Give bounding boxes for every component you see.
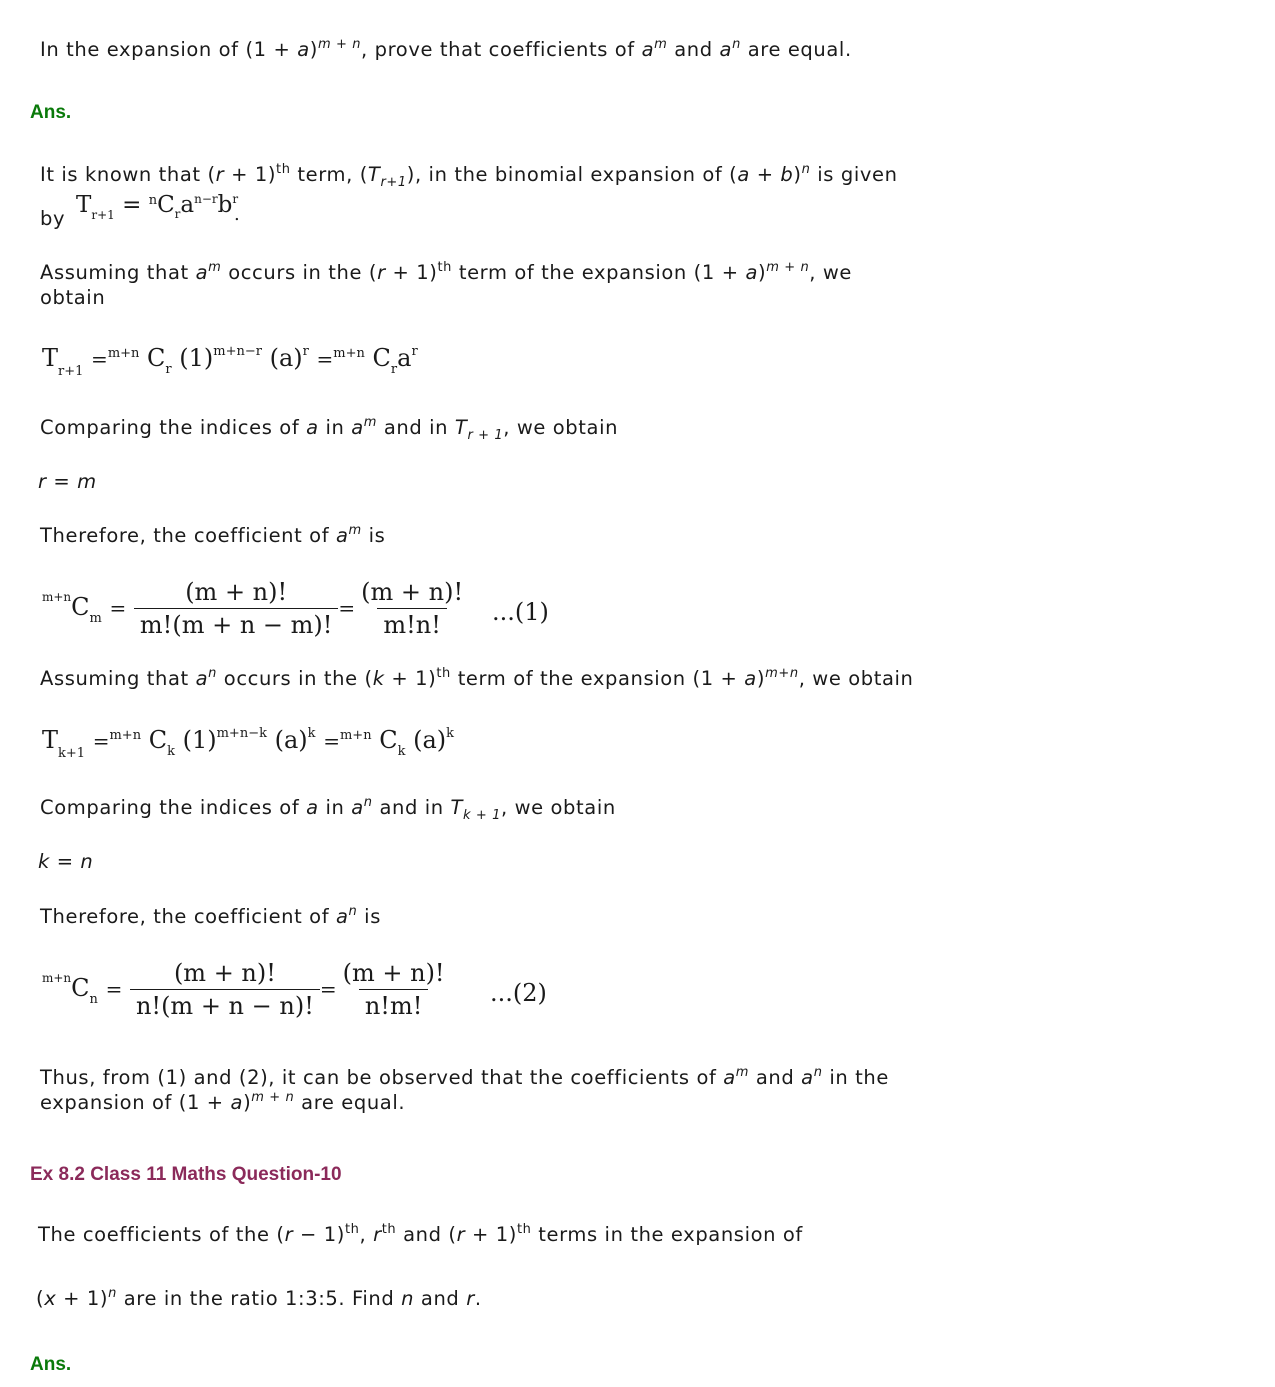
by-text: by xyxy=(40,207,66,230)
question-10-heading: Ex 8.2 Class 11 Maths Question-10 xyxy=(30,1164,342,1185)
obtain-text: obtain xyxy=(40,286,106,309)
coefficient-n-text: Therefore, the coefficient of $a^n$ is xyxy=(40,904,381,928)
tr1-equation: $T_{r+1} =^{m+n}$ $C_r$ $(1)^{m+n-r}$ $(a)^r =^{m+n}$ $C_ra^r$ xyxy=(42,344,418,379)
formula-period: . xyxy=(234,204,240,225)
conclusion-line-2: expansion of $(1 + a)^{m + n}$ are equal. xyxy=(40,1090,406,1114)
fraction-1a: $\frac{(m + n)!}{m!(m + n - m)!}$ xyxy=(134,578,338,639)
equation-tag-1: ...(1) xyxy=(492,598,549,626)
answer-label: Ans. xyxy=(30,102,72,123)
equation-tag-2: ...(2) xyxy=(490,979,547,1007)
compare-n-text: Comparing the indices of a in $a^n$ and in $T_{k + 1}$, we obtain xyxy=(40,795,616,823)
assume-an-text: Assuming that $a^n$ occurs in the $(k + 1)^{th}$ term of the expansion $(1 + a)^{m+n}$, we obtain xyxy=(40,666,914,690)
equation-1: $^{m+n}C_m$ = $\frac{(m + n)!}{m!(m + n - m)!}$ = $\frac{(m + n)!}{m!n!}$ xyxy=(42,578,469,639)
fraction-2b: $\frac{(m + n)!}{n!m!}$ xyxy=(342,959,445,1020)
r-equals-m: r = m xyxy=(38,470,97,493)
question-10-line-2: $(x + 1)^n$ are in the ratio 1:3:5. Find n and r. xyxy=(36,1286,482,1310)
answer-label-2: Ans. xyxy=(30,1354,72,1375)
compare-m-text: Comparing the indices of a in $a^m$ and in $T_{r + 1}$, we obtain xyxy=(40,415,619,443)
question-10-line-1: The coefficients of the $(r - 1)^{th}$, $r^{th}$ and $(r + 1)^{th}$ terms in the expansion of xyxy=(38,1222,803,1246)
coefficient-m-text: Therefore, the coefficient of $a^m$ is xyxy=(40,523,386,547)
tk1-equation: $T_{k+1} =^{m+n}$ $C_k$ $(1)^{m+n-k}$ $(a)^k =^{m+n}$ $C_k$ $(a)^k$ xyxy=(42,726,455,761)
fraction-2a: $\frac{(m + n)!}{n!(m + n - n)!}$ xyxy=(130,959,320,1020)
assume-am-text: Assuming that $a^m$ occurs in the $(r + 1)^{th}$ term of the expansion $(1 + a)^{m + n}$, we xyxy=(40,260,853,284)
general-term-formula: $T_{r+1} = ^nC_ra^{n-r}b^r$ xyxy=(76,192,239,222)
fraction-1b: $\frac{(m + n)!}{m!n!}$ xyxy=(361,578,464,639)
question-statement: In the expansion of $(1 + a)^{m + n}$, prove that coefficients of $a^m$ and $a^n$ are equal. xyxy=(40,37,852,61)
equation-2: $^{m+n}C_n$ = $\frac{(m + n)!}{n!(m + n - n)!}$ = $\frac{(m + n)!}{n!m!}$ xyxy=(42,959,451,1020)
binomial-intro-text: It is known that $(r + 1)^{th}$ term, $(T_{r+1})$, in the binomial expansion of $(a + b)^n$ is given xyxy=(40,162,898,190)
k-equals-n: k = n xyxy=(38,850,94,873)
conclusion-line-1: Thus, from (1) and (2), it can be observed that the coefficients of $a^m$ and $a^n$ in the xyxy=(40,1065,889,1089)
